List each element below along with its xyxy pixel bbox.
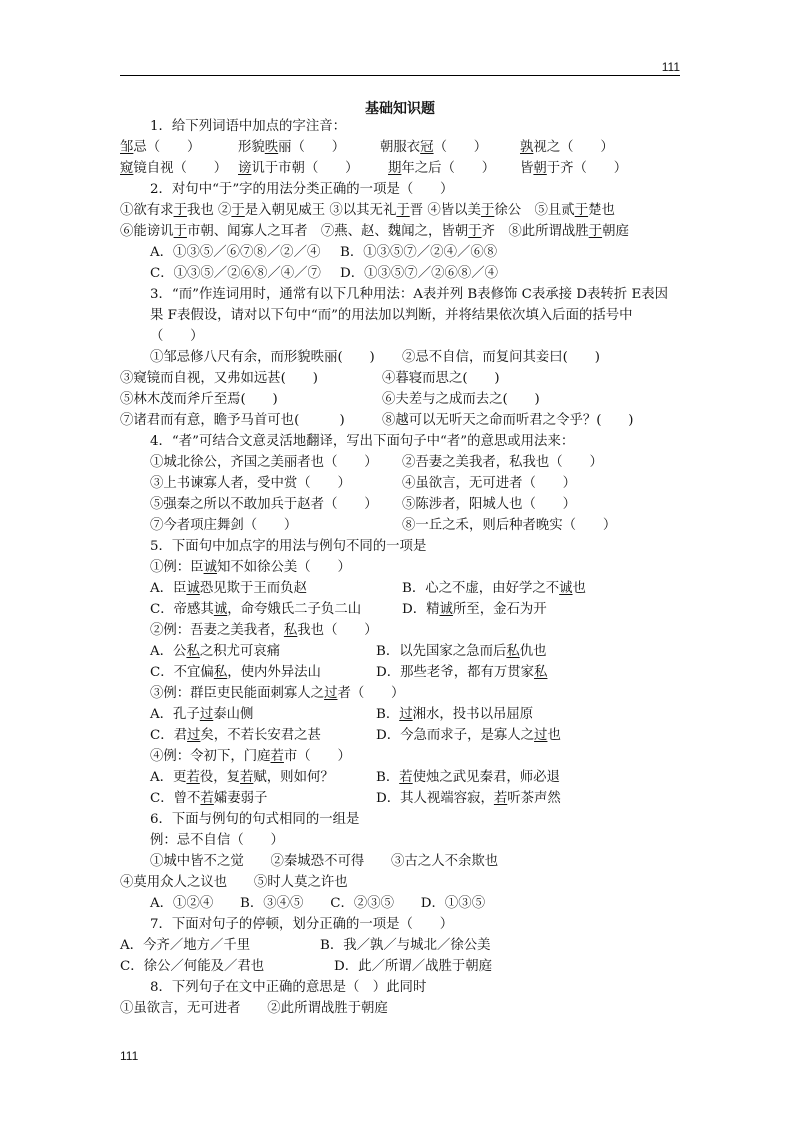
q4-item: ③上书谏寡人者，受中赏（ ） — [150, 476, 351, 491]
q1-item — [120, 137, 238, 158]
text: A．孔子 — [150, 707, 200, 722]
dotted-char: 冠 — [420, 140, 434, 155]
q8-items-line1: ①虽欲言，无可进者 ②此所谓战胜于朝庭 — [120, 1001, 388, 1016]
option-b[interactable]: B．我／孰／与城北／徐公美 — [320, 938, 491, 953]
option-d[interactable] — [376, 788, 561, 809]
q6-example: 例：忌不自信（ ） — [150, 833, 284, 848]
q4-item: ⑦今者项庄舞剑（ ） — [150, 518, 298, 533]
text: B． — [376, 770, 400, 785]
dotted-char: 于 — [574, 203, 589, 218]
q5-options-3ab — [120, 704, 680, 725]
text: ，命夸娥氏二子负二山 — [227, 602, 362, 617]
q4-item: ⑤陈涉者，阳城人也（ ） — [402, 497, 577, 512]
dotted-char: 邹 — [120, 140, 134, 155]
q3-row1 — [120, 347, 680, 368]
dotted-char: 于 — [231, 203, 245, 218]
q4-row3 — [120, 494, 680, 515]
dotted-char: 诚 — [439, 602, 453, 617]
header-page-number: 111 — [661, 60, 680, 74]
text: 忌（ ） — [133, 140, 201, 155]
dotted-char: 诚 — [186, 581, 200, 596]
q5-options-4cd — [120, 788, 680, 809]
option-d[interactable]: D．此／所谓／战胜于朝庭 — [334, 959, 493, 974]
q5-options-3cd — [120, 725, 680, 746]
text: C．君 — [150, 728, 188, 743]
q3-item: ⑦诸君而有意，瞻予马首可也( ) — [120, 413, 345, 428]
text: 视之（ ） — [533, 140, 614, 155]
q1-stem: 1．给下列词语中加点的字注音： — [150, 119, 346, 134]
q2-options-cd — [120, 263, 680, 284]
option-a[interactable] — [150, 767, 376, 788]
text: ⑥能谤讥 — [120, 224, 174, 239]
q5-stem: 5．下面句中加点字的用法与例句不同的一项是 — [150, 539, 427, 554]
text: C．帝感其 — [150, 602, 214, 617]
option-b[interactable] — [376, 767, 560, 788]
dotted-char: 昳 — [264, 140, 279, 155]
q2-items-line2 — [120, 221, 680, 242]
dotted-char: 私 — [534, 665, 548, 680]
text: 朝庭 — [602, 224, 629, 239]
q1-row2 — [120, 158, 680, 179]
text: 市（ ） — [283, 749, 351, 764]
q7-options-ab — [120, 935, 680, 956]
option-c[interactable]: C．徐公／何能及／君也 — [120, 959, 265, 974]
text: 役，复 — [199, 770, 241, 785]
q5-example-4 — [120, 746, 680, 767]
q4-item: ④虽欲言，无可进者（ ） — [402, 476, 577, 491]
q1-item — [520, 137, 614, 158]
dotted-char: 于 — [173, 203, 187, 218]
q7-stem: 7．下面对句子的停顿，划分正确的一项是（ ） — [150, 917, 454, 932]
text: 也 — [572, 581, 586, 596]
dotted-char: 窥 — [120, 161, 134, 176]
q5-example-2 — [120, 620, 680, 641]
text: B．以先国家之急而后 — [376, 644, 507, 659]
q6-items-line2: ④莫用众人之议也 ⑤时人莫之许也 — [120, 875, 348, 890]
text: 仇也 — [519, 644, 547, 659]
text: 使烛之武见秦君，师必退 — [412, 770, 560, 785]
dotted-char: 诚 — [559, 581, 573, 596]
q3-row4 — [120, 410, 680, 431]
option-c[interactable] — [150, 788, 376, 809]
text: 孀妻弱子 — [213, 791, 268, 806]
option-c[interactable] — [150, 599, 402, 620]
dotted-char: 期 — [388, 161, 402, 176]
q5-options-1ab — [120, 578, 680, 599]
dotted-char: 若 — [270, 749, 284, 764]
dotted-char: 过 — [324, 686, 338, 701]
q4-item: ⑤强秦之所以不敢加兵于赵者（ ） — [150, 497, 378, 512]
text: 赋，则如何？ — [253, 770, 334, 785]
q4-item: ②吾妻之美我者，私我也（ ） — [402, 455, 603, 470]
dotted-char: 朝 — [533, 161, 547, 176]
dotted-char: 私 — [283, 623, 298, 638]
text: 矣，不若长安君之甚 — [200, 728, 321, 743]
dotted-char: 诚 — [213, 602, 228, 617]
text: 镜自视（ ） — [133, 161, 228, 176]
q5-options-2ab — [120, 641, 680, 662]
text: 齐 ⑧此所谓战胜 — [481, 224, 589, 239]
q3-row3 — [120, 389, 680, 410]
q3-item: ④暮寝而思之( ) — [382, 371, 500, 386]
q1-item — [238, 158, 388, 179]
q5-options-1cd — [120, 599, 680, 620]
option-d[interactable]: D．①③⑤⑦／②⑥⑧／④ — [340, 266, 499, 281]
page-title: 基础知识题 — [365, 100, 435, 116]
q7-options-cd — [120, 956, 680, 977]
option-a[interactable]: A．①③⑤／⑥⑦⑧／②／④ — [150, 245, 321, 260]
text: 知不如徐公美（ ） — [216, 560, 351, 575]
text: B．心之不虚，由好学之不 — [402, 581, 560, 596]
q1-item — [380, 137, 520, 158]
text: 恐见欺于王而负赵 — [199, 581, 307, 596]
dotted-char: 于 — [173, 224, 187, 239]
dotted-char: 过 — [399, 707, 413, 722]
q5-options-2cd — [120, 662, 680, 683]
q5-example-1 — [120, 557, 680, 578]
text: 听茶声然 — [507, 791, 561, 806]
q3-item: ⑧越可以无听天之命而听君之令乎？( ) — [382, 413, 634, 428]
text: 泰山侧 — [213, 707, 254, 722]
text: ，使内外异法山 — [227, 665, 321, 680]
option-d[interactable] — [402, 599, 547, 620]
option-d[interactable] — [376, 662, 547, 683]
dotted-char: 若 — [240, 770, 254, 785]
dotted-char: 若 — [200, 791, 214, 806]
text: 讥于市朝（ ） — [251, 161, 359, 176]
text: 于齐（ ） — [546, 161, 628, 176]
q4-row1 — [120, 452, 680, 473]
text: ①欲有求 — [120, 203, 174, 218]
footer-page-number: 111 — [120, 1049, 139, 1063]
text: 我也 ② — [186, 203, 232, 218]
q3-item: ③窥镜而自视，又弗如远甚( ) — [120, 371, 318, 386]
option-a[interactable] — [150, 578, 402, 599]
text: 晋 ④皆以美 — [409, 203, 481, 218]
q6-stem: 6．下面与例句的句式相同的一组是 — [150, 812, 360, 827]
header-rule — [120, 75, 680, 76]
question-list — [120, 116, 680, 1019]
q4-item: ①城北徐公，齐国之美丽者也（ ） — [150, 455, 378, 470]
text: 皆 — [520, 161, 534, 176]
text: 徐公 ⑤且贰 — [494, 203, 575, 218]
q3-item: ⑥夫差与之成而去之( ) — [382, 392, 540, 407]
q2-options-ab — [120, 242, 680, 263]
text: 之积尤可哀痛 — [199, 644, 281, 659]
q5-example-3 — [120, 683, 680, 704]
text: A．臣 — [150, 581, 187, 596]
text: C．不宜偏 — [150, 665, 214, 680]
text: 也 — [547, 728, 561, 743]
option-c[interactable]: C．①③⑤／②⑥⑧／④／⑦ — [150, 266, 321, 281]
option-b[interactable]: B．①③⑤⑦／②④／⑥⑧ — [340, 245, 498, 260]
text: C．曾不 — [150, 791, 201, 806]
dotted-char: 过 — [187, 728, 201, 743]
dotted-char: 若 — [493, 791, 508, 806]
dotted-char: 过 — [534, 728, 548, 743]
option-a[interactable]: A．今齐／地方／千里 — [120, 938, 251, 953]
dotted-char: 谤 — [238, 161, 252, 176]
dotted-char: 于 — [588, 224, 603, 239]
text: 楚也 — [588, 203, 615, 218]
text: D．那些老爷，都有万贯家 — [376, 665, 535, 680]
q6-items-line1: ①城中皆不之觉 ②秦城恐不可得 ③古之人不余欺也 — [150, 854, 499, 869]
text: 所至，金石为开 — [452, 602, 547, 617]
q4-stem: 4．“者”可结合文意灵活地翻译，写出下面句子中“者”的意思或用法来： — [150, 434, 575, 449]
q1-row1 — [120, 137, 680, 158]
text: D．其人视端容寂， — [376, 791, 494, 806]
text: D．今急而求子，是寡人之 — [376, 728, 535, 743]
dotted-char: 私 — [506, 644, 520, 659]
option-c[interactable] — [150, 725, 376, 746]
dotted-char: 过 — [199, 707, 214, 722]
text: 市朝、闻寡人之耳者 ⑦燕、赵、魏闻之，皆朝 — [186, 224, 469, 239]
dotted-char: 私 — [186, 644, 200, 659]
text: ②例：吾妻之美我者， — [150, 623, 284, 638]
q4-row2 — [120, 473, 680, 494]
option-b[interactable] — [376, 641, 547, 662]
q1-item — [120, 158, 238, 179]
dotted-char: 于 — [468, 224, 482, 239]
text: （ ） — [433, 140, 488, 155]
dotted-char: 若 — [186, 770, 200, 785]
q3-item: ②忌不自信，而复问其妾曰( ) — [402, 350, 600, 365]
q3-row2 — [120, 368, 680, 389]
option-d[interactable] — [376, 725, 561, 746]
q5-options-4ab — [120, 767, 680, 788]
option-a[interactable] — [150, 641, 376, 662]
q3-item: ⑤林木茂而斧斤至焉( ) — [120, 392, 278, 407]
option-b[interactable] — [402, 578, 586, 599]
text: D．精 — [402, 602, 440, 617]
q4-item: ⑧一丘之禾，则后种者晚实（ ） — [402, 518, 617, 533]
q1-item — [520, 158, 627, 179]
q2-stem: 2．对句中“于”字的用法分类正确的一项是（ ） — [150, 182, 454, 197]
q1-item — [388, 158, 520, 179]
text: A．更 — [150, 770, 187, 785]
text: 湘水，投书以吊屈原 — [412, 707, 534, 722]
text: 形貌 — [238, 140, 265, 155]
q8-stem: 8．下列句子在文中正确的意思是（ ）此同时 — [150, 980, 427, 995]
q2-items-line1 — [120, 200, 680, 221]
option-c[interactable] — [150, 662, 376, 683]
text: ③例：群臣吏民能面刺寡人之 — [150, 686, 325, 701]
dotted-char: 诚 — [203, 560, 217, 575]
dotted-char: 于 — [396, 203, 410, 218]
text: ④例：令初下，门庭 — [150, 749, 271, 764]
q3-stem: 3．“而”作连词用时，通常有以下几种用法：A表并列 B表修饰 C表承接 D表转折 E表因果 F表假设，请对以下句中“而”的用法加以判断，并将结果依次填入后面的括号中 — [150, 287, 669, 323]
q6-options[interactable]: A．①②④ B．③④⑤ C．②③⑤ D．①③⑤ — [150, 896, 486, 911]
text: 朝服衣 — [380, 140, 421, 155]
dotted-char: 私 — [213, 665, 228, 680]
q4-row4 — [120, 515, 680, 536]
dotted-char: 于 — [480, 203, 495, 218]
option-b[interactable] — [376, 704, 533, 725]
q3-paren: （ ） — [150, 329, 204, 344]
dotted-char: 若 — [399, 770, 413, 785]
text: A．公 — [150, 644, 187, 659]
text: 者（ ） — [337, 686, 405, 701]
text: 年之后（ ） — [401, 161, 496, 176]
q1-item — [238, 137, 380, 158]
text: 我也（ ） — [297, 623, 378, 638]
text: 丽（ ） — [278, 140, 346, 155]
option-a[interactable] — [150, 704, 376, 725]
dotted-char: 孰 — [520, 140, 534, 155]
text: 是入朝见威王 ③以其无礼 — [244, 203, 397, 218]
text: B． — [376, 707, 400, 722]
text: ①例：臣 — [150, 560, 204, 575]
q3-item: ①邹忌修八尺有余，而形貌昳丽( ) — [150, 350, 375, 365]
